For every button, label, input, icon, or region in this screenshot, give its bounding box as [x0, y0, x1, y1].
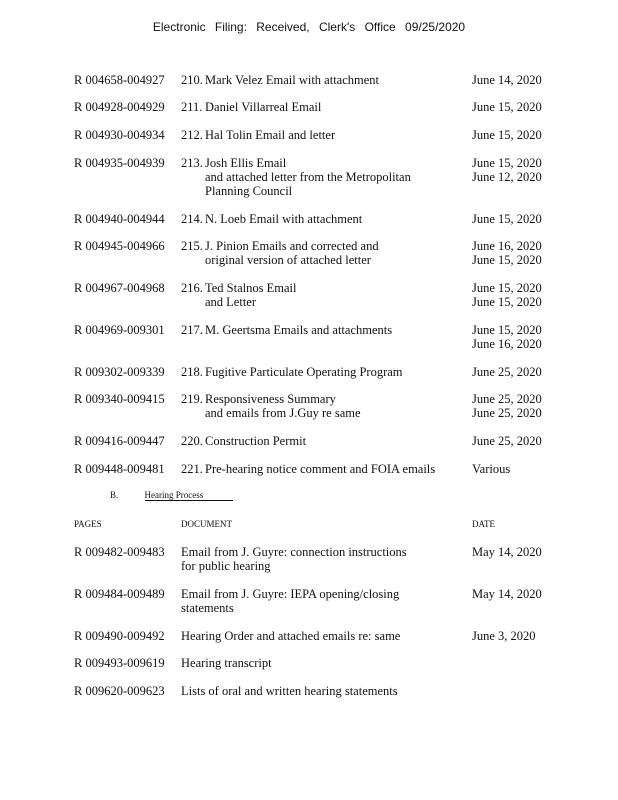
document-description	[181, 434, 456, 448]
date-cell	[472, 100, 542, 114]
page-range: R 004945-004966	[74, 239, 165, 253]
date-cell	[472, 128, 542, 142]
exhibit-number: 213.	[181, 156, 203, 170]
document-description	[181, 365, 456, 379]
page-range: R 009493-009619	[74, 656, 165, 670]
document-description	[181, 239, 456, 267]
page-range: R 004658-004927	[74, 73, 165, 87]
date-value: June 25, 2020	[472, 392, 542, 406]
date-value: June 25, 2020	[472, 434, 542, 448]
exhibit-number: 210.	[181, 73, 203, 87]
description-line	[181, 281, 456, 295]
exhibit-number: 212.	[181, 128, 203, 142]
document-description	[181, 156, 456, 198]
page-range: R 009416-009447	[74, 434, 165, 448]
date-value: June 15, 2020	[472, 323, 542, 337]
page-range: R 009302-009339	[74, 365, 165, 379]
filing-stamp-header: Electronic Filing: Received, Clerk's Office 09/25/2020	[152, 20, 466, 34]
document-description	[181, 323, 456, 337]
description-line: and attached letter from the Metropolitan	[205, 170, 411, 184]
exhibit-number: 221.	[181, 462, 203, 476]
date-value: Various	[472, 462, 511, 476]
description-line: statements	[181, 601, 234, 615]
description-line	[181, 212, 456, 226]
date-cell	[472, 462, 510, 476]
exhibit-number: 218.	[181, 365, 203, 379]
document-description	[181, 392, 456, 420]
date-cell	[472, 545, 542, 559]
document-description	[181, 128, 456, 142]
document-description	[181, 100, 456, 114]
date-cell	[472, 434, 542, 448]
description-text: Ted Stalnos Email	[205, 281, 297, 295]
description-line	[181, 73, 456, 87]
page-range: R 004935-004939	[74, 156, 165, 170]
description-text: Daniel Villarreal Email	[205, 100, 322, 114]
description-line	[181, 365, 456, 379]
date-value: June 15, 2020	[472, 212, 542, 226]
description-line	[181, 156, 456, 170]
page-range: R 004930-004934	[74, 128, 165, 142]
description-text: J. Pinion Emails and corrected and	[205, 239, 379, 253]
date-cell	[472, 281, 542, 309]
description-line: Hearing Order and attached emails re: same	[181, 629, 401, 643]
description-line: Planning Council	[205, 184, 293, 198]
date-value: May 14, 2020	[472, 545, 542, 559]
description-text: Mark Velez Email with attachment	[205, 73, 380, 87]
page-range: R 009620-009623	[74, 684, 165, 698]
date-value: June 15, 2020	[472, 281, 542, 295]
document-description	[181, 462, 456, 476]
date-cell	[472, 587, 542, 601]
description-text: Josh Ellis Email	[205, 156, 287, 170]
column-header-document: DOCUMENT	[181, 519, 232, 529]
description-text: Hal Tolin Email and letter	[205, 128, 336, 142]
exhibit-number: 214.	[181, 212, 203, 226]
description-line: original version of attached letter	[205, 253, 371, 267]
column-header-date: DATE	[472, 519, 495, 529]
exhibit-number: 216.	[181, 281, 203, 295]
date-cell	[472, 73, 542, 87]
exhibit-number: 215.	[181, 239, 203, 253]
description-line: and emails from J.Guy re same	[205, 406, 361, 420]
date-cell	[472, 392, 542, 420]
document-description	[181, 656, 441, 670]
date-value: June 16, 2020	[472, 239, 542, 253]
page-range: R 009448-009481	[74, 462, 165, 476]
date-value: June 15, 2020	[472, 253, 542, 267]
description-line: Email from J. Guyre: connection instructions	[181, 545, 407, 559]
document-description	[181, 684, 441, 698]
description-line	[181, 100, 456, 114]
description-text: M. Geertsma Emails and attachments	[205, 323, 393, 337]
description-line	[181, 239, 456, 253]
document-description	[181, 545, 441, 573]
date-cell	[472, 156, 542, 184]
date-value: June 14, 2020	[472, 73, 542, 87]
date-value: June 15, 2020	[472, 128, 542, 142]
section-letter: B.	[110, 490, 119, 500]
date-value: June 16, 2020	[472, 337, 542, 351]
date-value: June 15, 2020	[472, 100, 542, 114]
description-text: Pre-hearing notice comment and FOIA emails	[205, 462, 436, 476]
exhibit-number: 217.	[181, 323, 203, 337]
exhibit-number: 220.	[181, 434, 203, 448]
page-range: R 009482-009483	[74, 545, 165, 559]
page-range: R 004967-004968	[74, 281, 165, 295]
date-value: June 15, 2020	[472, 295, 542, 309]
description-line	[181, 434, 456, 448]
section-title: Hearing Process	[145, 490, 234, 501]
description-line: Lists of oral and written hearing statements	[181, 684, 398, 698]
description-text: Responsiveness Summary	[205, 392, 336, 406]
description-line	[181, 323, 456, 337]
description-line	[181, 392, 456, 406]
exhibit-number: 219.	[181, 392, 203, 406]
date-cell	[472, 365, 542, 379]
date-value: May 14, 2020	[472, 587, 542, 601]
date-value: June 15, 2020	[472, 156, 542, 170]
description-line: Hearing transcript	[181, 656, 272, 670]
document-description	[181, 212, 456, 226]
description-text: Construction Permit	[205, 434, 307, 448]
document-description	[181, 629, 441, 643]
date-value: June 3, 2020	[472, 629, 536, 643]
date-value: June 25, 2020	[472, 406, 542, 420]
description-line	[181, 462, 456, 476]
page-range: R 009490-009492	[74, 629, 165, 643]
description-line: Email from J. Guyre: IEPA opening/closing	[181, 587, 400, 601]
date-value: June 12, 2020	[472, 170, 542, 184]
description-line: for public hearing	[181, 559, 271, 573]
column-header-pages: PAGES	[74, 519, 102, 529]
date-value: June 25, 2020	[472, 365, 542, 379]
page-range: R 004928-004929	[74, 100, 165, 114]
description-line	[181, 128, 456, 142]
page-range: R 009340-009415	[74, 392, 165, 406]
date-cell	[472, 239, 542, 267]
description-text: Fugitive Particulate Operating Program	[205, 365, 403, 379]
description-line: and Letter	[205, 295, 257, 309]
date-cell	[472, 323, 542, 351]
document-description	[181, 587, 441, 615]
section-b-heading	[110, 490, 233, 500]
description-text: N. Loeb Email with attachment	[205, 212, 363, 226]
document-description	[181, 281, 456, 309]
page-range: R 009484-009489	[74, 587, 165, 601]
page-range: R 004969-009301	[74, 323, 165, 337]
exhibit-number: 211.	[181, 100, 203, 114]
date-cell	[472, 212, 542, 226]
page-range: R 004940-004944	[74, 212, 165, 226]
date-cell	[472, 629, 536, 643]
document-description	[181, 73, 456, 87]
